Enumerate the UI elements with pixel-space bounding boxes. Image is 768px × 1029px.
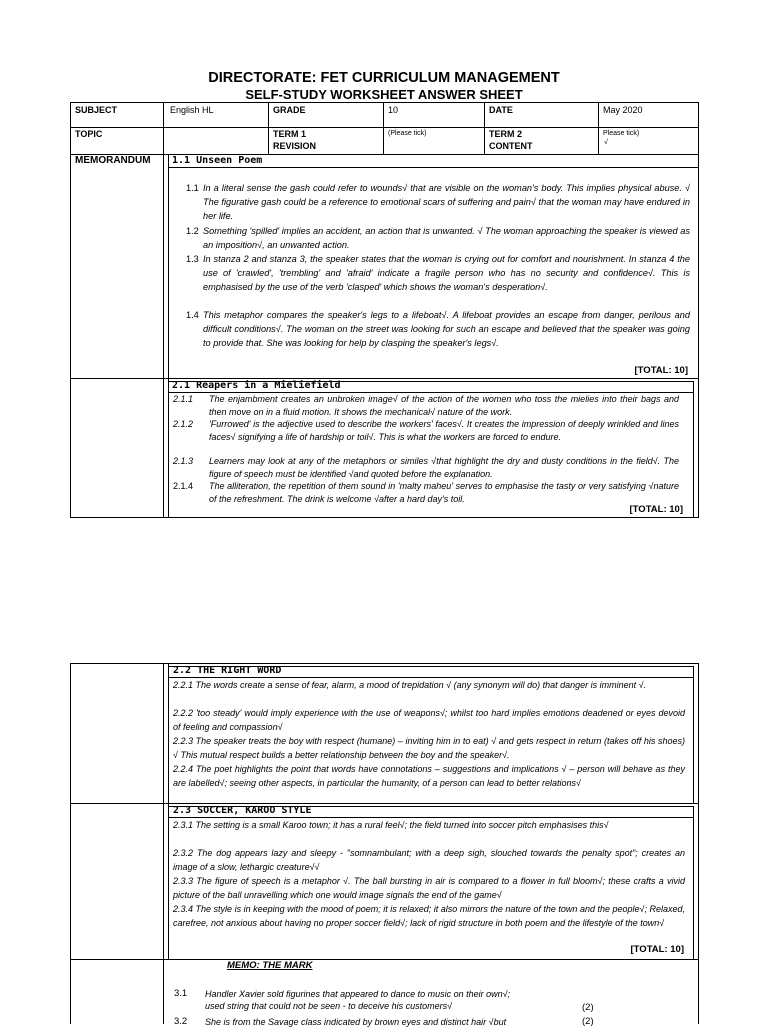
answer-1-1: [186, 181, 690, 223]
answer-2-1-4: [173, 480, 679, 505]
answer-number: 2.1.3: [173, 456, 194, 466]
memo-mark-title: MEMO: THE MARK: [227, 960, 313, 971]
answer-text: This metaphor compares the speaker's legs to a lifeboat√. A lifeboat provides an escape from danger, perilous and difficult conditions√. The woman on the street was looking for such an escape and believed that the speaker was going to provide that. She was looking for help by clasping the speaker's legs√.: [203, 310, 690, 348]
total-2-3: [TOTAL: 10]: [630, 944, 684, 955]
answer-2-2-1: 2.2.1 The words create a sense of fear, alarm, a mood of trepidation √ (any synonym will do) that danger is imminent √.: [173, 680, 647, 690]
subject-value: English HL: [170, 105, 214, 115]
term2-sub: CONTENT: [489, 141, 533, 151]
table-border: [70, 378, 699, 379]
memo-answer-line: used string that could not be seen - to deceive his customers√: [205, 1001, 453, 1011]
table-border: [70, 959, 699, 960]
answer-2-3-4: 2.3.4 The style is in keeping with the mood of poem; it is relaxed; it also mirrors the nature of the town and the people√; Relaxed, carefree, not anxious about having no proper soccer field√; lack of rigid structure in both poem and the lifestyle of the town√: [173, 904, 685, 928]
answer-2-2-3: 2.2.3 The speaker treats the boy with respect (humane) – inviting him in to eat) √ and gets respect in return (takes off his shoes) √ This mutual respect builds a better relationship between the boy and the speaker√.: [173, 736, 685, 760]
table-border: [168, 167, 699, 168]
answer-2-2-4: 2.2.4 The poet highlights the point that words have connotations – suggestions and implications √ – person will behave as they are labelled√; seeing other aspects, in particular the humanity, of a person can lead to better relations√: [173, 764, 685, 788]
answer-2-3-3: 2.3.3 The figure of speech is a metaphor √. The ball bursting in air is compared to a flower in full bloom√; these crafts a vivid picture of the ball unravelling which one would image signals the end of the game√: [173, 876, 685, 900]
grade-label: GRADE: [273, 105, 306, 115]
answer-number: 2.1.1: [173, 394, 194, 404]
table-border: [383, 102, 384, 154]
answer-1-3: [186, 252, 690, 294]
date-value: May 2020: [603, 105, 643, 115]
memo-mark-value: (2): [582, 1016, 594, 1027]
table-border: [698, 663, 699, 1024]
table-border: [70, 127, 699, 128]
total-2-1: [TOTAL: 10]: [629, 504, 683, 515]
answer-text: 'Furrowed' is the adjective used to describe the workers' faces√. It creates the impression of deeply wrinkled and lines faces√ signifying a life of hardship or toil√. This is what the workers are forced to endure.: [209, 419, 679, 442]
answer-number: 1.4: [186, 310, 199, 320]
answer-2-1-2: [173, 418, 679, 443]
table-border: [693, 806, 694, 959]
subject-label: SUBJECT: [75, 105, 118, 115]
answer-1-4: [186, 308, 690, 350]
term1-label: TERM 1: [273, 129, 307, 139]
memo-number: 3.2: [174, 1016, 188, 1027]
table-border: [484, 102, 485, 154]
answer-2-3-1: 2.3.1 The setting is a small Karoo town; it has a rural feel√; the field turned into soccer pitch emphasises this√: [173, 820, 609, 830]
answer-2-1-1: [173, 393, 679, 418]
term2-tick-mark: √: [604, 139, 608, 146]
term2-label: TERM 2: [489, 129, 523, 139]
answer-text: In stanza 2 and stanza 3, the speaker states that the woman is crying out for comfort and nourishment. In stanza 4 the use of 'crawled', 'trembling' and 'afraid' indicate a fragile person who has no security and confidence√. This is emphasised by the use of the verb 'clasped' which shows the woman's desperation√.: [203, 254, 690, 292]
table-border: [70, 102, 699, 103]
memorandum-label: MEMORANDUM: [75, 155, 151, 166]
section-title-2-2: 2.2 THE RIGHT WORD: [173, 665, 282, 676]
answer-text: The alliteration, the repetition of them sound in 'malty maheu' serves to emphasise the tasty or very satisfying √nature of the refreshment. The drink is welcome √after a hard day's toil.: [209, 481, 679, 504]
section-title-2-1: 2.1 Reapers in a Mieliefield: [172, 380, 341, 391]
answer-number: 2.1.2: [173, 419, 194, 429]
table-border: [268, 102, 269, 154]
memo-answer-line: Handler Xavier sold figurines that appeared to dance to music on their own√;: [205, 989, 511, 999]
section-title-2-3: 2.3 SOCCER, KAROO STYLE: [173, 805, 312, 816]
answer-2-2-2: 2.2.2 'too steady' would imply experience with the use of weapons√; whilst too hard implies emotions deadened or eyes devoid of feeling and compassion√: [173, 708, 685, 732]
date-label: DATE: [489, 105, 513, 115]
section-title-1-1: 1.1 Unseen Poem: [172, 155, 263, 166]
memo-number: 3.1: [174, 988, 188, 999]
grade-value: 10: [388, 105, 399, 115]
answer-number: 1.2: [186, 226, 199, 236]
answer-text: Something 'spilled' implies an accident, an action that is unwanted. √ The woman approaching the speaker is viewed as an imposition√, an unwanted action.: [203, 226, 690, 250]
answer-number: 1.1: [186, 183, 199, 193]
table-border: [168, 154, 169, 517]
table-border: [168, 663, 169, 959]
answer-text: In a literal sense the gash could refer to wounds√ that are visible on the woman's body. This implies physical abuse. √ The figurative gash could be a reference to emotional scars of suffering and pain√ that the woman may have endured in her life.: [203, 183, 690, 221]
table-border: [70, 663, 71, 1024]
table-border: [70, 803, 699, 804]
memo-answer-line: She is from the Savage class indicated by brown eyes and distinct hair √but: [205, 1017, 507, 1027]
table-border: [163, 663, 164, 1024]
answer-1-2: [186, 224, 690, 252]
memo-mark-value: (2): [582, 1002, 594, 1013]
table-border: [70, 102, 71, 517]
answer-number: 1.3: [186, 254, 199, 264]
table-border: [693, 666, 694, 803]
answer-text: The enjambment creates an unbroken image√ of the action of the women who toss the mielies into their bags and then move on in a fluid motion. It shows the mechanical√ nature of the work.: [209, 394, 679, 417]
page-title: DIRECTORATE: FET CURRICULUM MANAGEMENT: [208, 70, 560, 86]
answer-2-1-3: [173, 455, 679, 480]
term1-tick-hint: (Please tick): [388, 130, 427, 137]
page-subtitle: SELF-STUDY WORKSHEET ANSWER SHEET: [245, 87, 523, 102]
answer-text: Learners may look at any of the metaphors or similes √that highlight the dry and dusty conditions in the field√. The figure of speech must be identified √and quoted before the explanation.: [209, 456, 679, 479]
total-1-1: [TOTAL: 10]: [634, 365, 688, 376]
topic-label: TOPIC: [75, 129, 103, 139]
answer-2-3-2: 2.3.2 The dog appears lazy and sleepy - "somnambulant; with a deep sigh, slouched towards the penalty spot"; creates an image of a slow, lethargic creature√√: [173, 848, 685, 872]
term1-sub: REVISION: [273, 141, 317, 151]
table-border: [70, 517, 699, 518]
table-border: [70, 663, 699, 664]
table-border: [693, 381, 694, 517]
table-border: [698, 102, 699, 517]
table-border: [163, 102, 164, 517]
answer-number: 2.1.4: [173, 481, 194, 491]
term2-tick-hint: Please tick): [603, 130, 640, 137]
table-border: [70, 154, 699, 155]
table-border: [598, 102, 599, 154]
